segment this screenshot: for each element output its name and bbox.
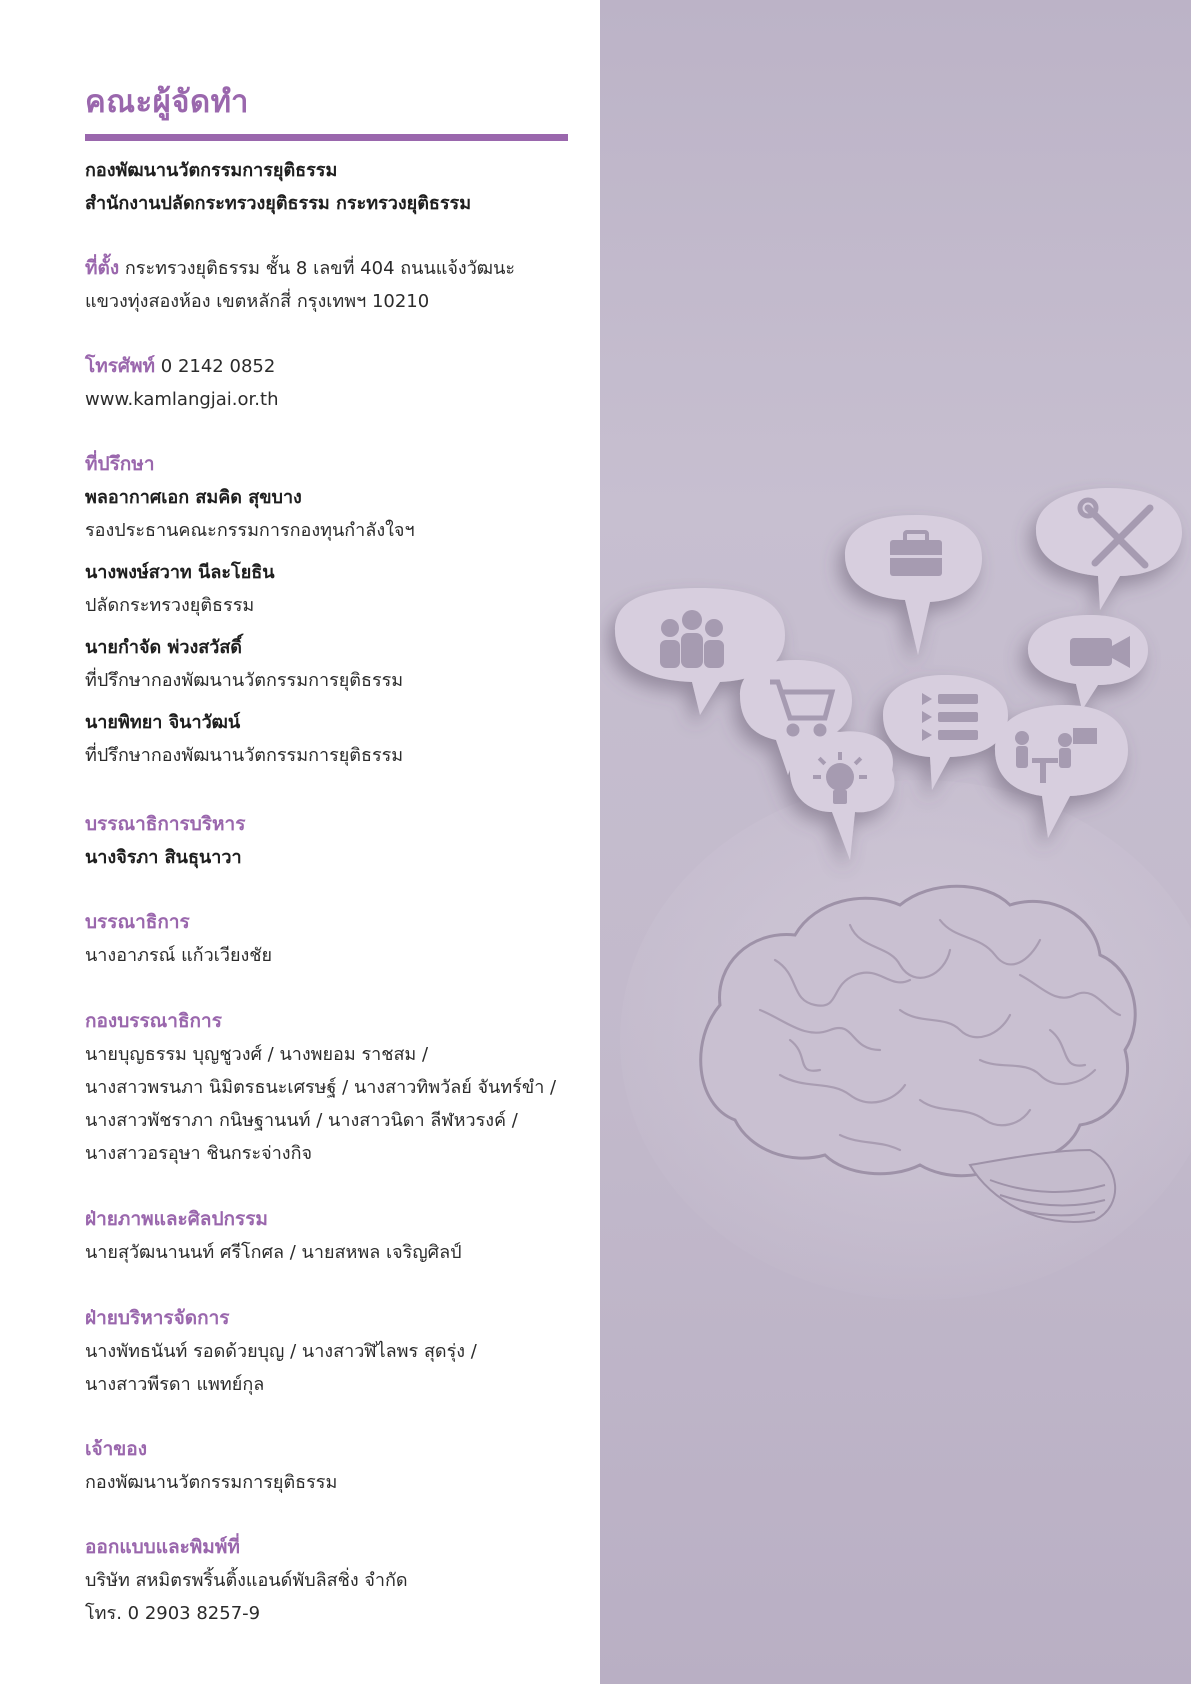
management-heading: ฝ่ายบริหารจัดการ (85, 1307, 230, 1329)
title-rule (85, 134, 568, 141)
editorial-board-line: นายบุญธรรม บุญชูวงศ์ / นางพยอม ราชสม / (85, 1044, 429, 1065)
design-print-block (85, 1531, 585, 1630)
management-line: นางสาวพีรดา แพทย์กุล (85, 1374, 265, 1395)
advisor-role: รองประธานคณะกรรมการกองทุนกำลังใจฯ (85, 520, 415, 541)
owner-block (85, 1433, 585, 1499)
art-department-heading: ฝ่ายภาพและศิลปกรรม (85, 1208, 268, 1230)
advisor-name: นายกำจัด พ่วงสวัสดิ์ (85, 637, 242, 658)
organization-block (85, 154, 585, 220)
editorial-board-heading: กองบรรณาธิการ (85, 1010, 222, 1032)
owner-heading: เจ้าของ (85, 1438, 147, 1460)
phone-number: 0 2142 0852 (160, 356, 276, 377)
location-label: ที่ตั้ง (85, 257, 120, 279)
executive-editor-name: นางจิรภา สินธุนาวา (85, 847, 242, 868)
advisor-name: พลอากาศเอก สมคิด สุขบาง (85, 487, 302, 508)
phone-label: โทรศัพท์ (85, 355, 156, 377)
website-link[interactable]: www.kamlangjai.or.th (85, 389, 279, 410)
advisors-block (85, 448, 585, 772)
advisor-role: ที่ปรึกษากองพัฒนานวัตกรรมการยุติธรรม (85, 745, 404, 766)
location-block (85, 252, 585, 318)
management-block (85, 1302, 585, 1401)
owner-name: กองพัฒนานวัตกรรมการยุติธรรม (85, 1472, 338, 1493)
editorial-board-line: นางสาวพรนภา นิมิตรธนะเศรษฐ์ / นางสาวทิพวัลย์ จันทร์ขำ / (85, 1077, 557, 1098)
contact-block (85, 350, 585, 416)
cover-illustration-panel (600, 0, 1191, 1684)
editorial-board-block (85, 1005, 585, 1170)
art-department-block (85, 1203, 585, 1269)
executive-editor-block (85, 808, 585, 874)
executive-editor-heading: บรรณาธิการบริหาร (85, 813, 246, 835)
printer-company: บริษัท สหมิตรพริ้นติ้งแอนด์พับลิสชิ่ง จำกัด (85, 1570, 408, 1591)
organization-name: กองพัฒนานวัตกรรมการยุติธรรม (85, 160, 338, 181)
advisor-role: ที่ปรึกษากองพัฒนานวัตกรรมการยุติธรรม (85, 670, 404, 691)
printer-phone: โทร. 0 2903 8257-9 (85, 1603, 261, 1624)
management-line: นางพัทธนันท์ รอดด้วยบุญ / นางสาวฬิไลพร สุดรุ่ง / (85, 1341, 477, 1362)
advisor-role: ปลัดกระทรวงยุติธรรม (85, 595, 255, 616)
organization-parent: สำนักงานปลัดกระทรวงยุติธรรม กระทรวงยุติธรรม (85, 193, 472, 214)
address-line-2: แขวงทุ่งสองห้อง เขตหลักสี่ กรุงเทพฯ 10210 (85, 291, 430, 312)
advisors-heading: ที่ปรึกษา (85, 453, 155, 475)
advisor-name: นางพงษ์สวาท นีละโยธิน (85, 562, 275, 583)
page-title: คณะผู้จัดทำ (85, 84, 249, 120)
editor-name: นางอาภรณ์ แก้วเวียงชัย (85, 945, 273, 966)
advisor-name: นายพิทยา จินาวัฒน์ (85, 712, 241, 733)
editorial-board-line: นางสาวอรอุษา ชินกระจ่างกิจ (85, 1143, 313, 1164)
art-department-line: นายสุวัฒนานนท์ ศรีโกศล / นายสหพล เจริญศิลป์ (85, 1242, 462, 1263)
editor-heading: บรรณาธิการ (85, 911, 190, 933)
editorial-board-line: นางสาวพัชราภา กนิษฐานนท์ / นางสาวนิดา ลีฬหวรงค์ / (85, 1110, 518, 1131)
design-print-heading: ออกแบบและพิมพ์ที่ (85, 1536, 240, 1558)
illustration (600, 0, 1191, 1684)
address-line-1: กระทรวงยุติธรรม ชั้น 8 เลขที่ 404 ถนนแจ้งวัฒนะ (124, 258, 516, 279)
editor-block (85, 906, 585, 972)
